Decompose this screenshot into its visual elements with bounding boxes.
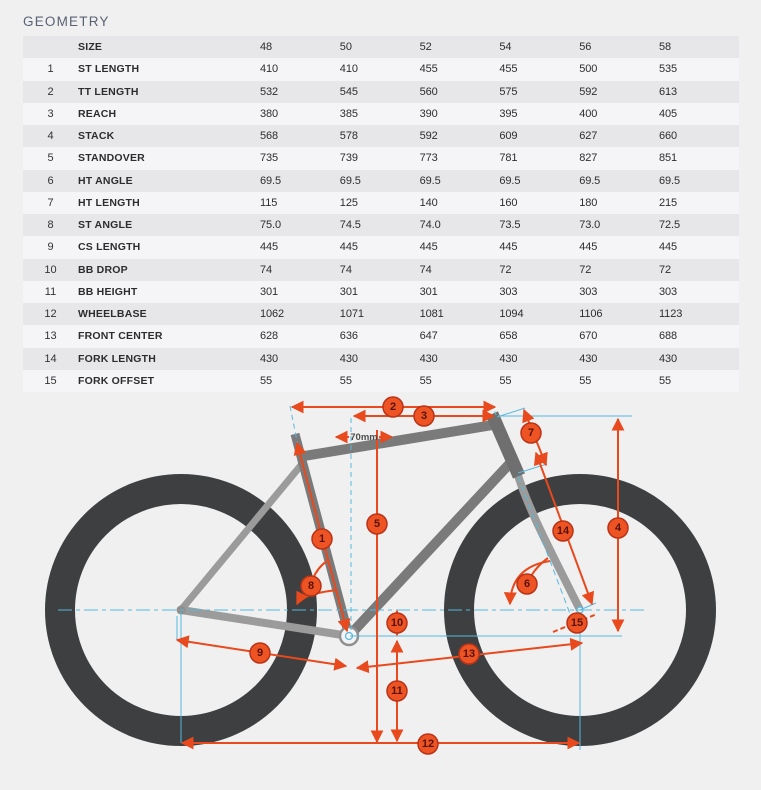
table-body xyxy=(23,58,739,392)
marker-7 xyxy=(521,423,541,443)
row-label: FORK OFFSET xyxy=(78,374,155,387)
row-value: 670 xyxy=(579,330,598,343)
row-value: 395 xyxy=(499,107,518,120)
row-value: 560 xyxy=(419,85,438,98)
marker-10 xyxy=(387,613,407,633)
marker-11 xyxy=(387,681,407,701)
row-value: 140 xyxy=(419,196,438,209)
marker-3 xyxy=(414,406,434,426)
row-value: 430 xyxy=(419,352,438,365)
row-value: 69.5 xyxy=(339,174,361,187)
row-label: TT LENGTH xyxy=(78,85,139,98)
svg-text:4: 4 xyxy=(614,522,622,534)
row-label: HT ANGLE xyxy=(78,174,133,187)
svg-text:2: 2 xyxy=(389,401,397,413)
row-value: 636 xyxy=(339,330,358,343)
row-label: WHEELBASE xyxy=(78,308,147,321)
svg-text:8: 8 xyxy=(307,580,315,592)
row-value: 301 xyxy=(339,285,358,298)
row-value: 609 xyxy=(499,130,518,143)
row-num: 2 xyxy=(47,85,54,98)
marker-15 xyxy=(567,613,587,633)
row-value: 74 xyxy=(339,263,352,276)
row-value: 658 xyxy=(499,330,518,343)
marker-4 xyxy=(608,518,628,538)
geometry-table xyxy=(23,36,739,392)
row-num: 15 xyxy=(44,374,57,387)
table-row xyxy=(23,236,739,258)
table-row xyxy=(23,259,739,281)
row-value: 75.0 xyxy=(260,219,282,232)
row-num: 8 xyxy=(47,219,54,232)
row-value: 455 xyxy=(419,63,438,76)
table-row xyxy=(23,147,739,169)
row-num: 13 xyxy=(44,330,57,343)
row-label: STACK xyxy=(78,130,115,143)
row-value: 735 xyxy=(260,152,279,165)
row-value: 180 xyxy=(579,196,598,209)
table-row xyxy=(23,58,739,80)
marker-9 xyxy=(250,643,270,663)
row-value: 430 xyxy=(499,352,518,365)
row-num: 3 xyxy=(47,107,54,120)
row-label: ST LENGTH xyxy=(78,63,140,76)
row-label: BB HEIGHT xyxy=(78,285,138,298)
header-col-56: 56 xyxy=(579,41,592,54)
row-value: 445 xyxy=(339,241,358,254)
annotation-70mm: 70mm xyxy=(350,432,378,443)
row-value: 647 xyxy=(419,330,438,343)
header-col-52: 52 xyxy=(419,41,432,54)
row-value: 160 xyxy=(499,196,518,209)
row-label: ST ANGLE xyxy=(78,219,133,232)
row-value: 380 xyxy=(260,107,279,120)
svg-text:6: 6 xyxy=(523,578,531,590)
row-value: 73.5 xyxy=(499,219,521,232)
svg-text:5: 5 xyxy=(373,518,381,530)
row-value: 827 xyxy=(579,152,598,165)
row-value: 69.5 xyxy=(419,174,441,187)
row-value: 301 xyxy=(260,285,279,298)
row-value: 500 xyxy=(579,63,598,76)
row-value: 303 xyxy=(499,285,518,298)
row-value: 1062 xyxy=(260,308,285,321)
row-num: 11 xyxy=(44,285,57,298)
row-value: 405 xyxy=(658,107,678,120)
row-value: 1071 xyxy=(339,308,364,321)
row-num: 7 xyxy=(47,196,54,209)
chainstay-tube xyxy=(181,610,349,636)
header-col-54: 54 xyxy=(499,41,512,54)
row-value: 55 xyxy=(579,374,592,387)
table-row xyxy=(23,348,739,370)
row-num: 4 xyxy=(47,130,54,143)
row-value: 74.5 xyxy=(339,219,361,232)
svg-text:11: 11 xyxy=(391,685,403,697)
row-value: 851 xyxy=(658,152,678,165)
row-value: 592 xyxy=(579,85,598,98)
svg-text:9: 9 xyxy=(256,647,264,659)
row-num: 10 xyxy=(44,263,57,276)
row-label: FRONT CENTER xyxy=(78,330,163,343)
row-value: 74 xyxy=(260,263,273,276)
row-num: 9 xyxy=(47,241,54,254)
bike-geometry-diagram xyxy=(0,390,761,790)
row-value: 72 xyxy=(658,263,672,276)
header-col-48: 48 xyxy=(260,41,273,54)
row-value: 532 xyxy=(260,85,279,98)
row-value: 73.0 xyxy=(579,219,601,232)
table-row xyxy=(23,303,739,325)
top-tube xyxy=(298,424,499,457)
row-value: 535 xyxy=(658,63,678,76)
svg-text:12: 12 xyxy=(421,738,435,750)
row-value: 445 xyxy=(579,241,598,254)
svg-text:1: 1 xyxy=(318,533,326,545)
row-value: 69.5 xyxy=(499,174,521,187)
table-row xyxy=(23,170,739,192)
marker-5 xyxy=(367,514,387,534)
row-value: 455 xyxy=(499,63,518,76)
row-value: 72 xyxy=(499,263,512,276)
table-header-row xyxy=(23,36,739,58)
row-value: 410 xyxy=(260,63,279,76)
row-num: 1 xyxy=(47,63,54,76)
row-value: 55 xyxy=(419,374,432,387)
table-row xyxy=(23,325,739,347)
row-value: 215 xyxy=(658,196,678,209)
row-label: BB DROP xyxy=(78,263,128,276)
row-value: 568 xyxy=(260,130,279,143)
marker-1 xyxy=(312,529,332,549)
row-value: 545 xyxy=(339,85,358,98)
header-col-50: 50 xyxy=(339,41,352,54)
header-col-58: 58 xyxy=(658,41,672,54)
row-value: 627 xyxy=(579,130,598,143)
row-value: 115 xyxy=(260,196,278,209)
row-value: 301 xyxy=(419,285,438,298)
row-label: FORK LENGTH xyxy=(78,352,157,365)
row-value: 628 xyxy=(260,330,279,343)
table-row xyxy=(23,192,739,214)
row-value: 303 xyxy=(579,285,598,298)
row-value: 445 xyxy=(499,241,518,254)
row-value: 445 xyxy=(260,241,279,254)
row-value: 578 xyxy=(339,130,358,143)
marker-6 xyxy=(517,574,537,594)
row-num: 5 xyxy=(47,152,54,165)
row-num: 12 xyxy=(44,308,57,321)
row-value: 1106 xyxy=(579,308,603,321)
ht-angle-leader xyxy=(531,558,548,576)
row-value: 575 xyxy=(499,85,518,98)
svg-text:10: 10 xyxy=(390,617,404,629)
row-value: 773 xyxy=(419,152,438,165)
row-value: 69.5 xyxy=(579,174,601,187)
row-value: 72.5 xyxy=(658,219,680,232)
row-value: 400 xyxy=(579,107,598,120)
row-value: 55 xyxy=(260,374,273,387)
table-row xyxy=(23,370,739,392)
marker-2 xyxy=(383,397,403,417)
row-value: 445 xyxy=(658,241,678,254)
row-value: 1081 xyxy=(419,308,444,321)
marker-8 xyxy=(301,576,321,596)
marker-12 xyxy=(418,734,438,754)
svg-text:15: 15 xyxy=(570,617,584,629)
row-value: 74 xyxy=(419,263,432,276)
row-label: CS LENGTH xyxy=(78,241,141,254)
table-row xyxy=(23,281,739,303)
row-value: 55 xyxy=(499,374,512,387)
svg-text:13: 13 xyxy=(462,648,476,660)
row-value: 303 xyxy=(658,285,678,298)
table-row xyxy=(23,103,739,125)
row-value: 74.0 xyxy=(419,219,441,232)
row-label: REACH xyxy=(78,107,117,120)
row-value: 1123 xyxy=(658,308,683,321)
row-value: 592 xyxy=(419,130,438,143)
row-value: 430 xyxy=(339,352,358,365)
row-value: 55 xyxy=(339,374,352,387)
row-value: 430 xyxy=(260,352,279,365)
row-value: 1094 xyxy=(499,308,524,321)
row-value: 781 xyxy=(499,152,518,165)
svg-text:14: 14 xyxy=(556,525,570,537)
row-label: HT LENGTH xyxy=(78,196,140,209)
row-label: STANDOVER xyxy=(78,152,145,165)
row-num: 6 xyxy=(47,174,54,187)
marker-13 xyxy=(459,644,479,664)
row-value: 410 xyxy=(339,63,358,76)
row-value: 69.5 xyxy=(260,174,282,187)
table-row xyxy=(23,214,739,236)
row-value: 660 xyxy=(658,130,678,143)
header-size-label: SIZE xyxy=(78,41,103,54)
row-num: 14 xyxy=(44,352,57,365)
row-value: 430 xyxy=(579,352,598,365)
row-value: 69.5 xyxy=(658,174,680,187)
page-title: GEOMETRY xyxy=(23,14,110,29)
row-value: 390 xyxy=(419,107,438,120)
svg-text:3: 3 xyxy=(420,410,428,422)
row-value: 55 xyxy=(658,374,672,387)
svg-text:7: 7 xyxy=(527,427,535,439)
row-value: 430 xyxy=(658,352,678,365)
row-value: 445 xyxy=(419,241,438,254)
marker-14 xyxy=(553,521,573,541)
row-value: 72 xyxy=(579,263,592,276)
row-value: 739 xyxy=(339,152,358,165)
row-value: 125 xyxy=(339,196,358,209)
row-value: 613 xyxy=(658,85,678,98)
row-value: 688 xyxy=(658,330,678,343)
row-value: 385 xyxy=(339,107,358,120)
table-row xyxy=(23,81,739,103)
table-row xyxy=(23,125,739,147)
